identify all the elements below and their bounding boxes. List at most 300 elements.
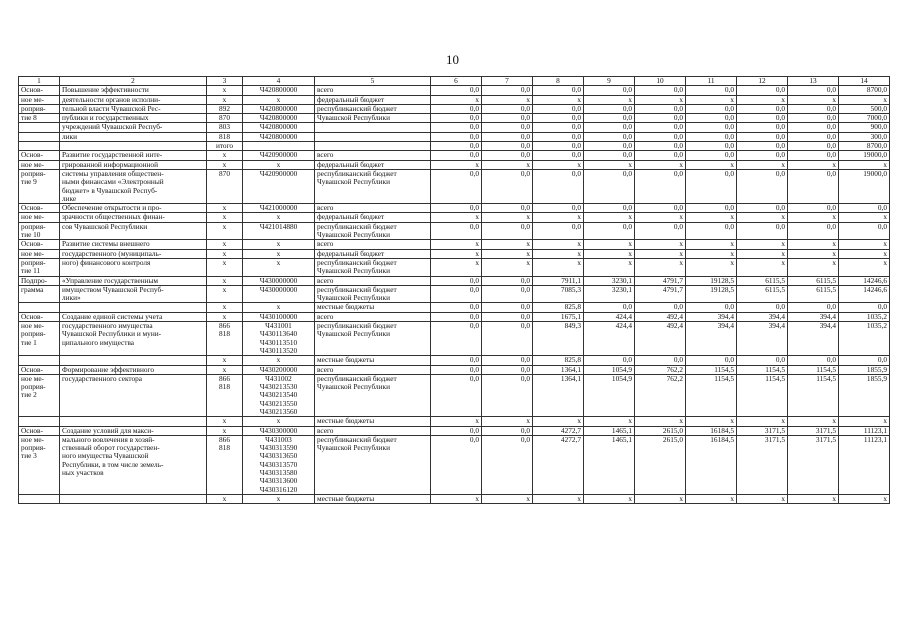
value-cell: 11123,1 [839, 435, 890, 494]
code-cell [243, 142, 315, 151]
value-cell: 0,0 [584, 104, 635, 113]
item-type-cell: роприя- [19, 104, 60, 113]
value-cell: 762,2 [635, 365, 686, 374]
value-cell: 16184,5 [686, 435, 737, 494]
source-cell: республиканский бюджет Чувашской Республики [315, 374, 431, 416]
item-name-cell: Обеспечение открытости и про- [60, 204, 207, 213]
value-cell: 0,0 [482, 104, 533, 113]
value-cell: 825,8 [533, 356, 584, 365]
value-cell: х [482, 417, 533, 426]
value-cell: 0,0 [737, 123, 788, 132]
value-cell: 0,0 [431, 285, 482, 303]
table-row [19, 494, 890, 503]
value-cell: х [431, 258, 482, 276]
value-cell: 1154,5 [788, 365, 839, 374]
value-cell: 14246,6 [839, 285, 890, 303]
value-cell: 1154,5 [788, 374, 839, 416]
value-cell: 0,0 [788, 204, 839, 213]
value-cell: х [686, 213, 737, 222]
item-type-cell: ное ме- [19, 160, 60, 169]
source-cell: Чувашской Республики [315, 114, 431, 123]
table-row [19, 132, 890, 141]
item-type-cell [19, 356, 60, 365]
code-cell: Ч431002 Ч430213530 Ч430213540 Ч430213550 Ч430213560 [243, 374, 315, 416]
value-cell: 19000,0 [839, 169, 890, 203]
value-cell: 8700,0 [839, 86, 890, 95]
value-cell: 1035,2 [839, 322, 890, 356]
item-type-cell: Основ- [19, 365, 60, 374]
value-cell: х [788, 240, 839, 249]
item-type-cell: ное ме- роприя- тие 3 [19, 435, 60, 494]
source-cell: всего [315, 86, 431, 95]
item-name-cell [60, 417, 207, 426]
item-type-cell [19, 123, 60, 132]
page-number: 10 [446, 52, 459, 67]
code-cell: Ч431001 Ч430113640 Ч430113510 Ч430113520 [243, 322, 315, 356]
code-cell: Ч420800000 [243, 114, 315, 123]
table-row [19, 95, 890, 104]
value-cell: х [737, 417, 788, 426]
value-cell: 6115,5 [737, 285, 788, 303]
value-cell: х [533, 160, 584, 169]
value-cell: 0,0 [584, 169, 635, 203]
item-type-cell: Основ- [19, 240, 60, 249]
grbs-cell: 866 818 [207, 322, 243, 356]
value-cell: 394,4 [686, 312, 737, 321]
table-row [19, 104, 890, 113]
value-cell: 0,0 [788, 356, 839, 365]
value-cell: 0,0 [533, 86, 584, 95]
value-cell: 0,0 [737, 169, 788, 203]
value-cell: 0,0 [482, 276, 533, 285]
table-row [19, 123, 890, 132]
value-cell: 0,0 [533, 114, 584, 123]
value-cell: х [431, 417, 482, 426]
item-type-cell: роприя- тие 11 [19, 258, 60, 276]
item-name-cell: лики [60, 132, 207, 141]
item-type-cell: Основ- [19, 204, 60, 213]
table-row [19, 285, 890, 303]
value-cell: х [635, 417, 686, 426]
value-cell: 14246,6 [839, 276, 890, 285]
item-type-cell: Основ- [19, 86, 60, 95]
value-cell: 7085,3 [533, 285, 584, 303]
item-name-cell: зрачности общественных финан- [60, 213, 207, 222]
value-cell: х [839, 240, 890, 249]
value-cell: 0,0 [533, 104, 584, 113]
table-row [19, 240, 890, 249]
value-cell: х [635, 160, 686, 169]
value-cell: 0,0 [584, 222, 635, 240]
table-row [19, 322, 890, 356]
value-cell: 4791,7 [635, 276, 686, 285]
code-cell: Ч421000000 [243, 204, 315, 213]
value-cell: 0,0 [584, 303, 635, 312]
column-header: 6 [431, 77, 482, 86]
item-name-cell: деятельности органов исполни- [60, 95, 207, 104]
value-cell: х [533, 417, 584, 426]
item-name-cell [60, 303, 207, 312]
value-cell: 0,0 [737, 114, 788, 123]
value-cell: 0,0 [788, 169, 839, 203]
column-header: 13 [788, 77, 839, 86]
value-cell: 0,0 [482, 365, 533, 374]
value-cell: 1035,2 [839, 312, 890, 321]
value-cell: 0,0 [584, 114, 635, 123]
value-cell: х [482, 213, 533, 222]
value-cell: 0,0 [635, 114, 686, 123]
code-cell: Ч420900000 [243, 169, 315, 203]
table-row [19, 222, 890, 240]
value-cell: 0,0 [431, 114, 482, 123]
table-row [19, 258, 890, 276]
value-cell: х [839, 160, 890, 169]
table-row [19, 426, 890, 435]
value-cell: 0,0 [431, 104, 482, 113]
item-type-cell [19, 303, 60, 312]
value-cell: 0,0 [482, 322, 533, 356]
item-type-cell: Основ- [19, 151, 60, 160]
value-cell: х [533, 494, 584, 503]
value-cell: 0,0 [788, 142, 839, 151]
grbs-cell: х [207, 312, 243, 321]
value-cell: 1054,9 [584, 374, 635, 416]
value-cell: 1675,1 [533, 312, 584, 321]
value-cell: х [533, 213, 584, 222]
item-name-cell: государственного имущества Чувашской Республики и муни- ципального имущества [60, 322, 207, 356]
code-cell: Ч430000000 [243, 285, 315, 303]
value-cell: 0,0 [635, 356, 686, 365]
value-cell: 0,0 [482, 204, 533, 213]
value-cell: 0,0 [788, 222, 839, 240]
value-cell: 0,0 [686, 204, 737, 213]
item-name-cell: государственного (муниципаль- [60, 249, 207, 258]
value-cell: х [584, 213, 635, 222]
value-cell: 0,0 [788, 132, 839, 141]
table-row [19, 142, 890, 151]
value-cell: х [584, 240, 635, 249]
item-name-cell: Создание условий для макси- [60, 426, 207, 435]
code-cell: Ч420800000 [243, 86, 315, 95]
value-cell: х [788, 213, 839, 222]
value-cell: 19000,0 [839, 151, 890, 160]
value-cell: 0,0 [686, 86, 737, 95]
code-cell: Ч430300000 [243, 426, 315, 435]
value-cell: 394,4 [686, 322, 737, 356]
value-cell: 0,0 [482, 285, 533, 303]
value-cell: 1855,9 [839, 365, 890, 374]
value-cell: 0,0 [584, 132, 635, 141]
value-cell: 19128,5 [686, 285, 737, 303]
source-cell: федеральный бюджет [315, 213, 431, 222]
value-cell: 0,0 [584, 151, 635, 160]
source-cell: всего [315, 276, 431, 285]
table-row [19, 160, 890, 169]
code-cell: Ч420800000 [243, 123, 315, 132]
source-cell: всего [315, 312, 431, 321]
value-cell: х [737, 258, 788, 276]
grbs-cell: 892 [207, 104, 243, 113]
grbs-cell: х [207, 494, 243, 503]
value-cell: 3230,1 [584, 276, 635, 285]
value-cell: х [635, 95, 686, 104]
value-cell: 0,0 [737, 303, 788, 312]
source-cell [315, 123, 431, 132]
item-name-cell: сов Чувашской Республики [60, 222, 207, 240]
value-cell: 0,0 [788, 151, 839, 160]
column-header: 10 [635, 77, 686, 86]
value-cell: х [737, 240, 788, 249]
value-cell: 0,0 [482, 123, 533, 132]
value-cell: 0,0 [482, 86, 533, 95]
value-cell: х [482, 95, 533, 104]
grbs-cell: 803 [207, 123, 243, 132]
item-type-cell [19, 417, 60, 426]
code-cell: х [243, 303, 315, 312]
value-cell: 0,0 [584, 356, 635, 365]
code-cell: х [243, 213, 315, 222]
value-cell: 4272,7 [533, 426, 584, 435]
value-cell: х [839, 258, 890, 276]
item-type-cell [19, 132, 60, 141]
source-cell: республиканский бюджет [315, 104, 431, 113]
table-row [19, 151, 890, 160]
value-cell: х [686, 258, 737, 276]
code-cell: х [243, 95, 315, 104]
table-row [19, 417, 890, 426]
value-cell: 0,0 [533, 142, 584, 151]
value-cell: 1465,1 [584, 435, 635, 494]
value-cell: х [431, 240, 482, 249]
column-header: 14 [839, 77, 890, 86]
value-cell: х [635, 240, 686, 249]
item-type-cell: Основ- [19, 312, 60, 321]
value-cell: х [839, 494, 890, 503]
source-cell: всего [315, 426, 431, 435]
item-type-cell: ное ме- [19, 95, 60, 104]
code-cell: Ч420900000 [243, 151, 315, 160]
value-cell: 0,0 [431, 356, 482, 365]
grbs-cell: 866 818 [207, 374, 243, 416]
value-cell: 3171,5 [737, 435, 788, 494]
value-cell: 0,0 [533, 123, 584, 132]
value-cell: 1465,1 [584, 426, 635, 435]
source-cell: федеральный бюджет [315, 160, 431, 169]
source-cell: республиканский бюджет Чувашской Республики [315, 258, 431, 276]
value-cell: 394,4 [737, 322, 788, 356]
value-cell: 0,0 [737, 222, 788, 240]
value-cell: 0,0 [482, 142, 533, 151]
value-cell: 0,0 [737, 104, 788, 113]
value-cell: 0,0 [584, 204, 635, 213]
value-cell: 0,0 [431, 86, 482, 95]
value-cell: 0,0 [482, 356, 533, 365]
value-cell: 492,4 [635, 312, 686, 321]
source-cell: местные бюджеты [315, 494, 431, 503]
source-cell: местные бюджеты [315, 417, 431, 426]
value-cell: х [482, 258, 533, 276]
column-header: 9 [584, 77, 635, 86]
grbs-cell: итого [207, 142, 243, 151]
value-cell: 3171,5 [788, 435, 839, 494]
value-cell: х [839, 95, 890, 104]
value-cell: х [839, 417, 890, 426]
item-name-cell: учреждений Чувашской Респуб- [60, 123, 207, 132]
value-cell: 0,0 [431, 303, 482, 312]
value-cell: 0,0 [686, 222, 737, 240]
table-row [19, 312, 890, 321]
grbs-cell: х [207, 356, 243, 365]
value-cell: х [686, 160, 737, 169]
value-cell: 0,0 [839, 204, 890, 213]
grbs-cell: 870 [207, 169, 243, 203]
value-cell: х [635, 213, 686, 222]
value-cell: 0,0 [431, 222, 482, 240]
value-cell: 0,0 [635, 204, 686, 213]
value-cell: 0,0 [635, 222, 686, 240]
table-row [19, 356, 890, 365]
value-cell: 0,0 [737, 151, 788, 160]
value-cell: 0,0 [737, 356, 788, 365]
code-cell: Ч420800000 [243, 104, 315, 113]
value-cell: 1364,1 [533, 374, 584, 416]
grbs-cell: х [207, 222, 243, 240]
value-cell: х [482, 249, 533, 258]
value-cell: 0,0 [635, 169, 686, 203]
item-name-cell: тельной власти Чувашской Рес- [60, 104, 207, 113]
code-cell: х [243, 494, 315, 503]
table-row [19, 204, 890, 213]
budget-table [18, 76, 890, 504]
item-name-cell: Создание единой системы учета [60, 312, 207, 321]
source-cell: республиканский бюджет Чувашской Республики [315, 169, 431, 203]
item-name-cell: «Управление государственным [60, 276, 207, 285]
value-cell: 0,0 [839, 222, 890, 240]
column-header: 8 [533, 77, 584, 86]
value-cell: х [686, 494, 737, 503]
value-cell: 0,0 [839, 356, 890, 365]
column-header: 11 [686, 77, 737, 86]
value-cell: 0,0 [584, 86, 635, 95]
value-cell: 2615,0 [635, 426, 686, 435]
value-cell: х [839, 213, 890, 222]
value-cell: 0,0 [686, 142, 737, 151]
value-cell: 0,0 [635, 303, 686, 312]
column-header: 1 [19, 77, 60, 86]
value-cell: х [533, 249, 584, 258]
item-type-cell: ное ме- [19, 213, 60, 222]
value-cell: 0,0 [431, 132, 482, 141]
value-cell: 849,3 [533, 322, 584, 356]
table-row [19, 435, 890, 494]
value-cell: х [431, 213, 482, 222]
value-cell: х [686, 95, 737, 104]
value-cell: 0,0 [482, 374, 533, 416]
value-cell: 0,0 [788, 303, 839, 312]
value-cell: х [584, 95, 635, 104]
code-cell: х [243, 160, 315, 169]
code-cell: х [243, 356, 315, 365]
value-cell: 0,0 [737, 204, 788, 213]
value-cell: х [839, 249, 890, 258]
grbs-cell: х [207, 417, 243, 426]
header-row [19, 77, 890, 86]
value-cell: 0,0 [482, 435, 533, 494]
value-cell: х [482, 240, 533, 249]
value-cell: 8700,0 [839, 142, 890, 151]
grbs-cell: х [207, 276, 243, 285]
value-cell: 0,0 [788, 114, 839, 123]
value-cell: 0,0 [482, 312, 533, 321]
value-cell: 0,0 [431, 365, 482, 374]
value-cell: 500,0 [839, 104, 890, 113]
item-name-cell: ного) финансового контроля [60, 258, 207, 276]
value-cell: 0,0 [686, 151, 737, 160]
value-cell: х [788, 258, 839, 276]
value-cell: 0,0 [431, 322, 482, 356]
value-cell: 0,0 [737, 132, 788, 141]
value-cell: 0,0 [533, 169, 584, 203]
item-type-cell [19, 142, 60, 151]
source-cell: всего [315, 204, 431, 213]
value-cell: 0,0 [431, 204, 482, 213]
value-cell: 1154,5 [686, 365, 737, 374]
grbs-cell: х [207, 365, 243, 374]
source-cell: республиканский бюджет Чувашской Республики [315, 435, 431, 494]
value-cell: 0,0 [686, 303, 737, 312]
value-cell: 0,0 [533, 204, 584, 213]
value-cell: 762,2 [635, 374, 686, 416]
item-type-cell: ное ме- роприя- тие 2 [19, 374, 60, 416]
code-cell: Ч421014880 [243, 222, 315, 240]
column-header: 7 [482, 77, 533, 86]
code-cell: х [243, 240, 315, 249]
item-name-cell: Повышение эффективности [60, 86, 207, 95]
grbs-cell: х [207, 160, 243, 169]
value-cell: 0,0 [482, 151, 533, 160]
value-cell: х [788, 249, 839, 258]
item-type-cell [19, 494, 60, 503]
value-cell: х [788, 95, 839, 104]
value-cell: 7911,1 [533, 276, 584, 285]
source-cell: республиканский бюджет Чувашской Республики [315, 222, 431, 240]
item-name-cell: грированной информационной [60, 160, 207, 169]
code-cell: х [243, 258, 315, 276]
value-cell: 6115,5 [737, 276, 788, 285]
table-row [19, 249, 890, 258]
value-cell: 0,0 [635, 104, 686, 113]
value-cell: 0,0 [482, 222, 533, 240]
value-cell: 3230,1 [584, 285, 635, 303]
value-cell: х [635, 494, 686, 503]
item-type-cell: ное ме- [19, 249, 60, 258]
value-cell: 0,0 [533, 132, 584, 141]
grbs-cell: х [207, 213, 243, 222]
value-cell: 1154,5 [737, 374, 788, 416]
value-cell: х [686, 417, 737, 426]
value-cell: х [482, 494, 533, 503]
source-cell: всего [315, 240, 431, 249]
value-cell: 4791,7 [635, 285, 686, 303]
value-cell: х [431, 160, 482, 169]
table-row [19, 169, 890, 203]
table-row [19, 114, 890, 123]
value-cell: 394,4 [737, 312, 788, 321]
value-cell: х [431, 249, 482, 258]
item-name-cell: государственного сектора [60, 374, 207, 416]
table-row [19, 213, 890, 222]
value-cell: х [533, 95, 584, 104]
